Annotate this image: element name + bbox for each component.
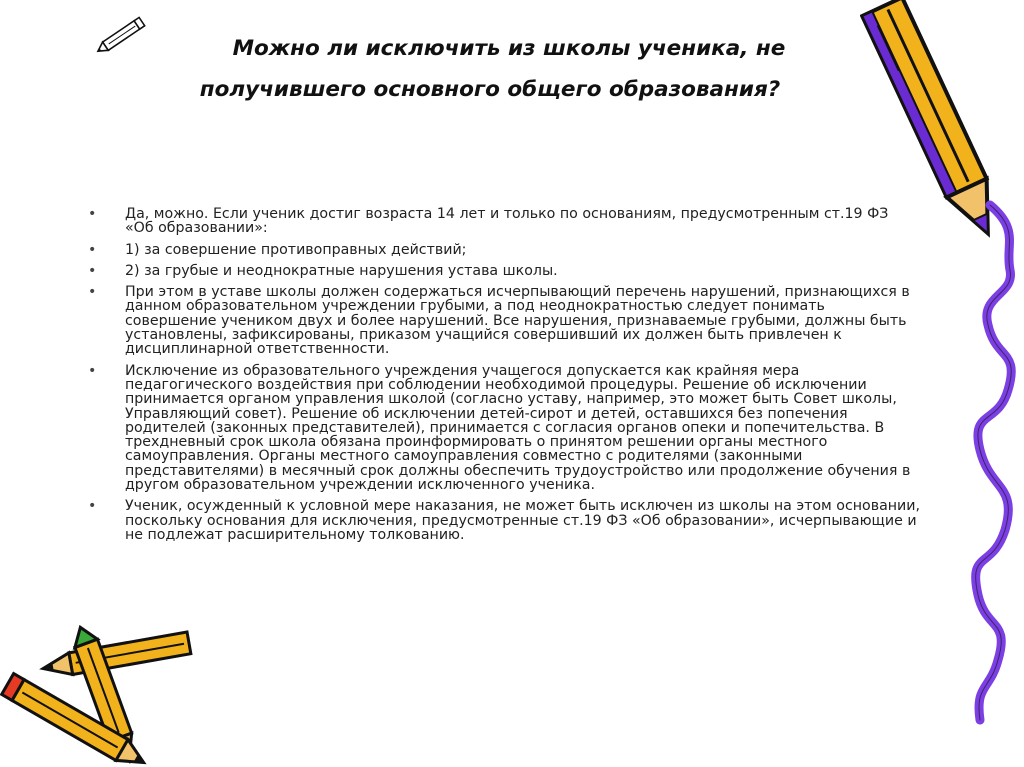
paragraph-text: Ученик, осужденный к условной мере наказания, не может быть исключен из школы на этом основании, поскольку основания для исключения, предусмотренные ст.19 ФЗ «Об образовании», исчерпывающие и не подлежат расширительному толкованию. [125,498,920,543]
list-item [88,264,920,278]
bullet-icon: • [88,362,97,379]
title-line-2: получившего основного общего образования? [199,77,781,102]
crossed-pencils-icon [0,615,210,767]
bullet-icon: • [88,284,97,301]
bullet-icon: • [88,262,97,279]
bullet-icon: • [88,241,97,258]
list-item [88,285,920,356]
paragraph-text: Исключение из образовательного учреждения учащегося допускается как крайняя мера педагогического воздействия при соблюдении необходимой процедуры. Решение об исключении принимается органом управления школой (согласно уставу, например, это может быть Совет школы, Управляющий совет). Решение об исключении детей-сирот и детей, оставшихся без попечения родителей (законных представителей), принимается с согласия органов опеки и попечительства. В трехдневный срок школа обязана проинформировать о принятом решении органы местного самоуправления. Органы местного самоуправления совместно с родителями (законными представителями) в месячный срок должны обеспечить трудоустройство или продолжение обучения в другом образовательном учреждении исключенного ученика. [125,362,911,494]
list-item [88,243,920,257]
paragraph-text: При этом в уставе школы должен содержаться исчерпывающий перечень нарушений, признающихся в данном образовательном учреждении грубыми, а под неоднократностью следует понимать совершение учеником двух и более нарушений. Все нарушения, признаваемые грубыми, должны быть установлены, зафиксированы, приказом учащийся совершивший их должен быть привлечен к дисциплинарной ответственности. [125,284,910,358]
list-item [88,364,920,493]
title-line-1: Можно ли исключить из школы ученика, не [232,36,786,61]
bullet-icon: • [88,206,97,222]
list-item [88,207,920,236]
squiggle-decoration [950,200,1024,730]
paragraph-text: Да, можно. Если ученик достиг возраста 14 лет и только по основаниям, предусмотренным ст.19 ФЗ «Об образовании»: [125,206,889,237]
slide-title [120,28,860,110]
list-item [88,499,920,542]
bullet-list [88,207,920,549]
paragraph-text: 2) за грубые и неоднократные нарушения устава школы. [125,262,558,279]
paragraph-text: 1) за совершение противоправных действий; [125,241,467,258]
bullet-icon: • [88,498,97,515]
